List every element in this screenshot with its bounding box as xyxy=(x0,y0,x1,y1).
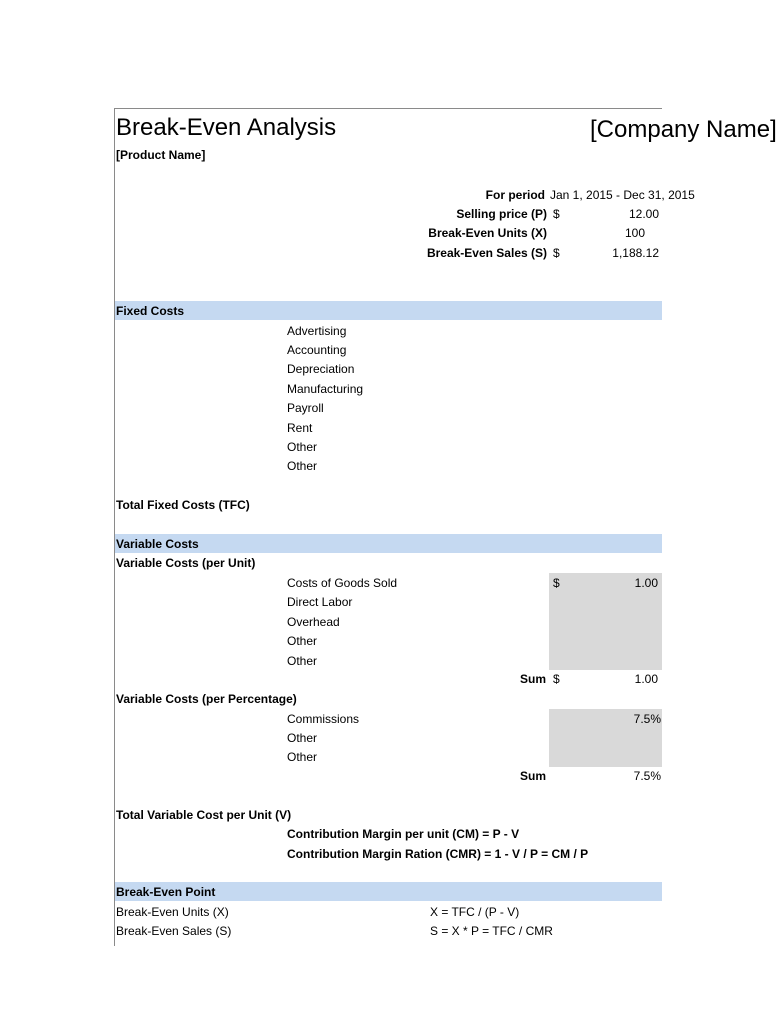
fixed-cost-item[interactable]: Advertising xyxy=(287,324,347,338)
percentage-cost-item[interactable]: Commissions xyxy=(287,712,360,726)
break-even-sales-formula: S = X * P = TFC / CMR xyxy=(430,924,553,938)
fixed-cost-item[interactable]: Accounting xyxy=(287,343,347,357)
total-variable-cost-label: Total Variable Cost per Unit (V) xyxy=(116,808,292,822)
page-title: Break-Even Analysis xyxy=(116,114,337,141)
variable-cost-item[interactable]: Direct Labor xyxy=(287,595,353,609)
company-name[interactable]: [Company Name] xyxy=(590,116,777,143)
break-even-sales-row-label: Break-Even Sales (S) xyxy=(116,924,232,938)
contribution-margin-ratio-label: Contribution Margin Ration (CMR) = 1 - V / P = CM / P xyxy=(287,847,589,861)
contribution-margin-label: Contribution Margin per unit (CM) = P - V xyxy=(287,827,520,841)
fixed-cost-item[interactable]: Depreciation xyxy=(287,362,355,376)
fixed-costs-header xyxy=(115,301,662,320)
break-even-units-row-label: Break-Even Units (X) xyxy=(116,905,229,919)
break-even-sales-value: 1,188.12 xyxy=(612,246,659,260)
fixed-cost-item[interactable]: Other xyxy=(287,459,318,473)
sum-label: Sum xyxy=(519,769,546,783)
sheet-top-border xyxy=(114,108,662,109)
fixed-cost-item[interactable]: Rent xyxy=(287,421,313,435)
total-fixed-costs-label: Total Fixed Costs (TFC) xyxy=(116,498,250,512)
variable-costs-header xyxy=(115,534,662,553)
percentage-cost-item[interactable]: Other xyxy=(287,750,318,764)
break-even-units-label: Break-Even Units (X) xyxy=(428,226,547,240)
cogs-value[interactable]: 1.00 xyxy=(634,576,658,590)
percentage-sum-value: 7.5% xyxy=(633,769,661,783)
variable-cost-item[interactable]: Other xyxy=(287,634,318,648)
break-even-sales-label: Break-Even Sales (S) xyxy=(426,246,547,260)
section-title: Variable Costs xyxy=(116,537,199,551)
variable-cost-item[interactable]: Costs of Goods Sold xyxy=(287,576,398,590)
selling-price-value[interactable]: 12.00 xyxy=(628,207,659,221)
period-label: For period xyxy=(485,188,545,202)
currency-symbol: $ xyxy=(553,576,560,590)
currency-symbol: $ xyxy=(553,246,560,260)
period-value[interactable]: Jan 1, 2015 - Dec 31, 2015 xyxy=(550,188,695,202)
fixed-cost-item[interactable]: Other xyxy=(287,440,318,454)
fixed-cost-item[interactable]: Payroll xyxy=(287,401,324,415)
sheet-left-border xyxy=(114,108,115,946)
variable-cost-item[interactable]: Other xyxy=(287,654,318,668)
break-even-point-header xyxy=(115,882,662,901)
variable-sum-value: 1.00 xyxy=(634,672,658,686)
selling-price-label: Selling price (P) xyxy=(456,207,547,221)
sum-label: Sum xyxy=(519,672,546,686)
currency-symbol: $ xyxy=(553,207,560,221)
commission-value[interactable]: 7.5% xyxy=(633,712,661,726)
variable-percentage-label: Variable Costs (per Percentage) xyxy=(116,692,297,706)
break-even-units-value: 100 xyxy=(624,226,645,240)
section-title: Break-Even Point xyxy=(116,885,216,899)
variable-cost-item[interactable]: Overhead xyxy=(287,615,340,629)
fixed-cost-item[interactable]: Manufacturing xyxy=(287,382,364,396)
product-name[interactable]: [Product Name] xyxy=(116,148,206,162)
section-title: Fixed Costs xyxy=(116,304,185,318)
currency-symbol: $ xyxy=(553,672,560,686)
variable-per-unit-label: Variable Costs (per Unit) xyxy=(116,556,256,570)
percentage-cost-item[interactable]: Other xyxy=(287,731,318,745)
break-even-units-formula: X = TFC / (P - V) xyxy=(430,905,520,919)
